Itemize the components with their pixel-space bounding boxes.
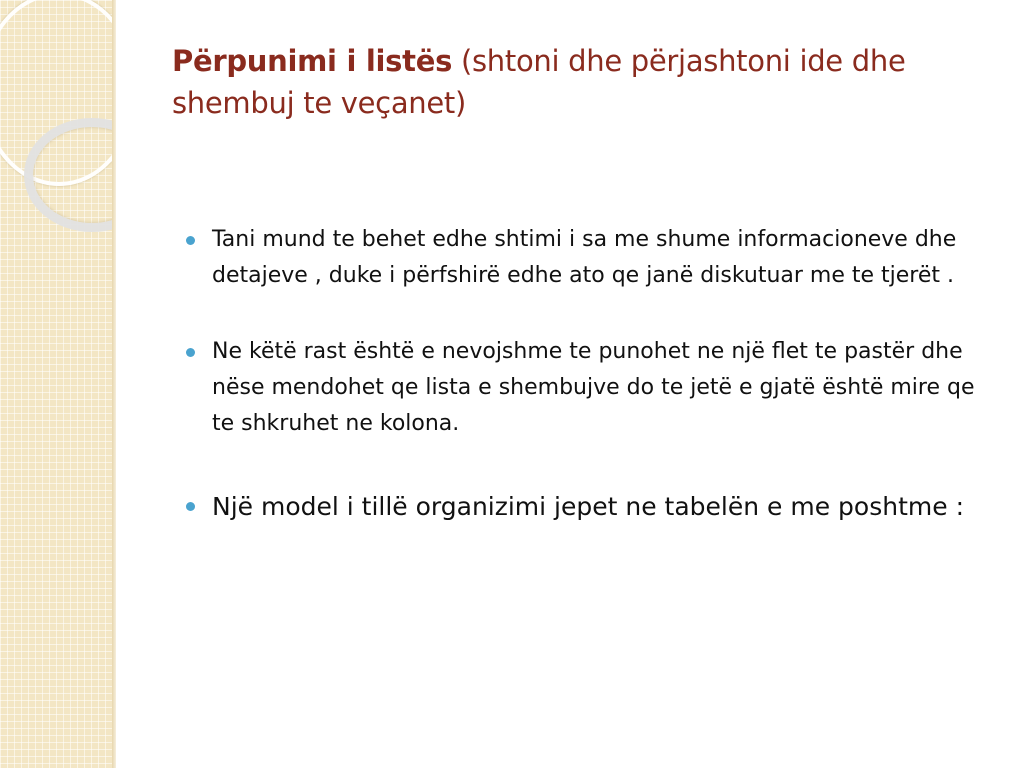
bullet-text: Një model i tillë organizimi jepet ne tabelën e me poshtme :	[212, 492, 964, 521]
bullet-list	[186, 222, 996, 528]
decorative-side-panel	[0, 0, 112, 768]
slide-title	[172, 40, 972, 124]
slide-title-subtitle: (shtoni dhe përjashtoni ide dhe shembuj te veçanet)	[172, 44, 906, 120]
bullet-dot-icon	[186, 502, 195, 511]
bullet-text: Ne këtë rast është e nevojshme te punohet ne një flet te pastër dhe nëse mendohet qe lista e shembujve do te jetë e gjatë është mire qe te shkruhet ne kolona.	[212, 339, 975, 436]
bullet-dot-icon	[186, 236, 195, 245]
bullet-dot-icon	[186, 348, 195, 357]
bullet-item	[186, 334, 996, 442]
side-panel-edge	[112, 0, 116, 768]
bullet-item	[186, 486, 996, 528]
bullet-text: Tani mund te behet edhe shtimi i sa me shume informacioneve dhe detajeve , duke i përfshirë edhe ato qe janë diskutuar me te tjerët .	[212, 227, 957, 288]
slide-title-bold: Përpunimi i listës	[172, 44, 453, 78]
bullet-item	[186, 222, 996, 294]
